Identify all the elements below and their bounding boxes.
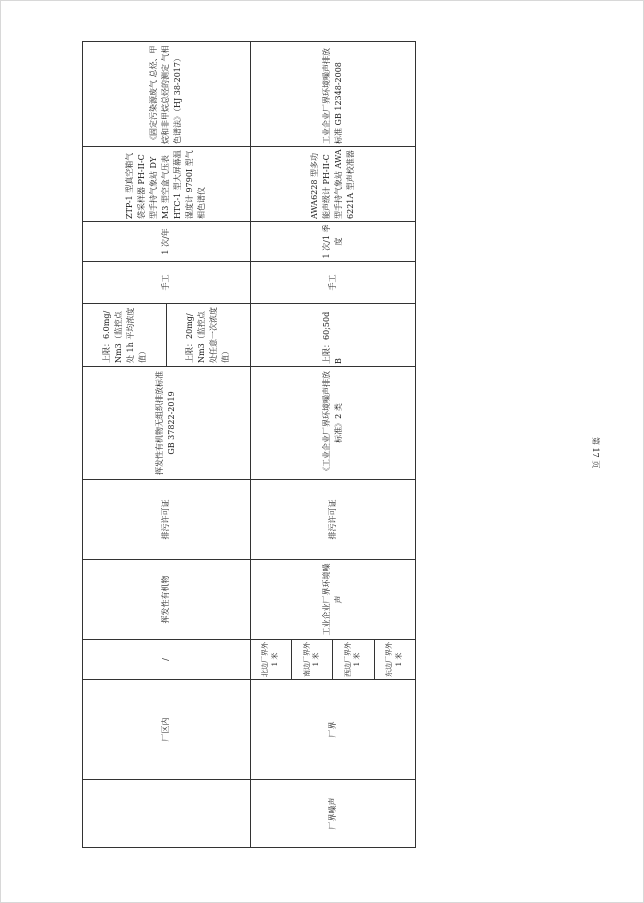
cell-pollutant: 挥发性有机物 — [83, 559, 251, 639]
cell-frequency: 1 次/年 — [83, 221, 251, 261]
cell-point: 北边厂界外 1 米 — [250, 639, 291, 679]
limit-sub-b: 上限：20mg/Nm3（监控点处任意一次浓度值） — [184, 306, 230, 363]
cell-location: 厂界 — [250, 680, 416, 780]
cell-equipment: AWA6228 型多功能声级计 PH-II-C 型手持气象站 AWA6221A 型声校准器 — [250, 146, 416, 221]
table-row — [250, 41, 291, 847]
cell-analysis-method: 工业企业厂界环境噪声排放标准 GB 12348-2008 — [250, 41, 416, 146]
cell-standard: 挥发性有机物无组织排放标准 GB 37822-2019 — [83, 366, 251, 479]
cell-method: 手工 — [250, 261, 416, 303]
cell-basis: 排污许可证 — [250, 479, 416, 559]
cell-equipment: ZTP-1 型真空箱气袋采样器 PH-II-C 型手持气象站 DYM3 型空盒气压表 HTC-1 型大屏幕温湿度计 9790I 型气相色谱仪 — [83, 146, 251, 221]
cell-basis: 排污许可证 — [83, 479, 251, 559]
cell-point: 西边厂界外 1 米 — [333, 639, 374, 679]
cell-location: 厂区内 — [83, 680, 251, 780]
cell-method: 手工 — [83, 261, 251, 303]
cell-points: / — [83, 639, 251, 679]
cell-point: 南边厂界外 1 米 — [291, 639, 332, 679]
cell-point: 东边厂界外 1 米 — [374, 639, 415, 679]
cell-category: 厂界噪声 — [250, 780, 416, 848]
cell-frequency: 1 次/1 季度 — [250, 221, 416, 261]
monitoring-table-rotated — [82, 42, 416, 848]
cell-pollutant: 工业企业厂界环境噪声 — [250, 559, 416, 639]
cell-limit — [83, 303, 251, 366]
table-row — [83, 41, 251, 847]
limit-sub-a: 上限：6.0mg/Nm3（监控点处 1h 平均浓度值） — [84, 304, 167, 366]
cell-category — [83, 780, 251, 848]
page-number: 第 17 页 — [591, 437, 600, 469]
cell-analysis-method: 《固定污染源废气 总烃、甲烷和非甲烷总烃的测定 气相色谱法》（HJ 38-2017） — [83, 41, 251, 146]
cell-standard: 《工业企业厂界环境噪声排放标准》2 类 — [250, 366, 416, 479]
cell-limit: 上限：60;50dB — [250, 303, 416, 366]
monitoring-table — [82, 41, 416, 848]
